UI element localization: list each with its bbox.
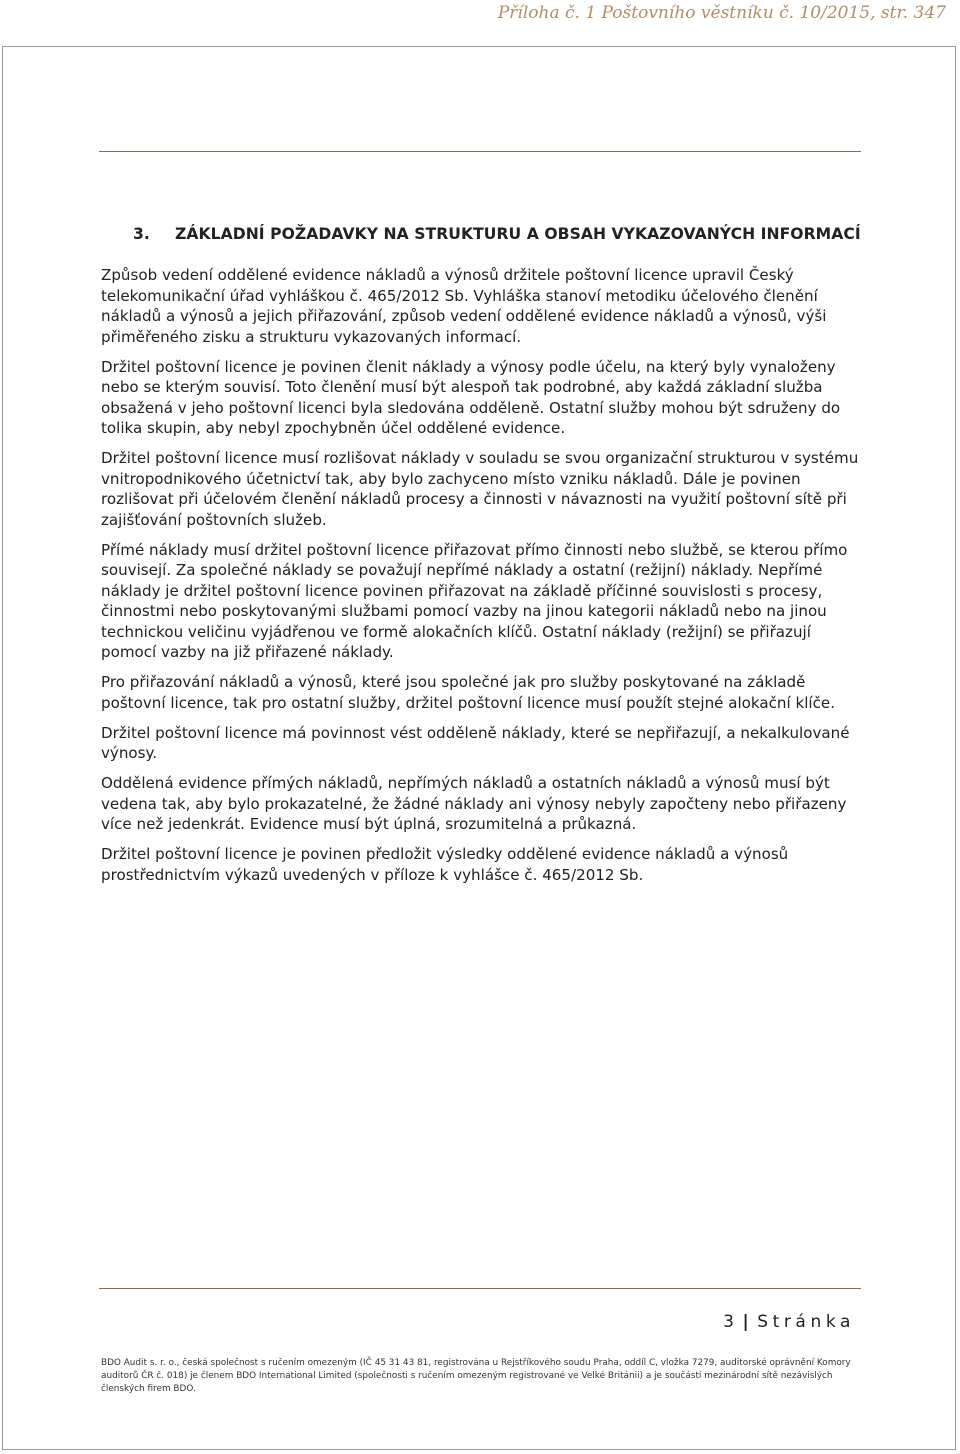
paragraph: Držitel poštovní licence má povinnost vést odděleně náklady, které se nepřiřazují, a nekalkulované výnosy. [101,723,850,762]
footer-note: BDO Audit s. r. o., česká společnost s ručením omezeným (IČ 45 31 43 81, registrována u Rejstříkového soudu Praha, oddíl C, vložka 7279, auditorské oprávnění Komory auditorů ČR č. 018) je členem BDO International Limited (společnosti s ručením omezeným registrované ve Velké Británii) a je součástí mezinárodní sítě nezávislých členských firem BDO. [101,1358,851,1394]
paragraph: Držitel poštovní licence musí rozlišovat náklady v souladu se svou organizační strukturou v systému vnitropodnikového účetnictví tak, aby bylo zachyceno místo vzniku nákladů. Dále je povinen rozlišovat při účelovém členění nákladů procesy a činnosti v návaznosti na využití poštovní sítě při zajišťování poštovních služeb. [101,449,859,529]
page-number-separator: | [742,1312,750,1332]
footer-divider [99,1288,861,1289]
paragraph: Držitel poštovní licence je povinen předložit výsledky oddělené evidence nákladů a výnosů prostřednictvím výkazů uvedených v příloze k vyhlášce č. 465/2012 Sb. [101,845,789,884]
paragraph: Přímé náklady musí držitel poštovní licence přiřazovat přímo činnosti nebo službě, se kterou přímo souvisejí. Za společné náklady se považují nepřímé náklady a ostatní (režijní) náklady. Nepřímé náklady je držitel poštovní licence povinen přiřazovat na základě příčinné souvislosti s procesy, činnostmi nebo poskytovanými službami pomocí vazby na jinou kategorii nákladů nebo na jinou technickou veličinu vyjádřenou ve formě alokačních klíčů. Ostatní náklady (režijní) se přiřazují pomocí vazby na již přiřazené náklady. [101,540,848,661]
running-header: Příloha č. 1 Poštovního věstníku č. 10/2015, str. 347 [497,3,946,23]
paragraph: Způsob vedení oddělené evidence nákladů a výnosů držitele poštovní licence upravil Český telekomunikační úřad vyhláškou č. 465/2012 Sb. Vyhláška stanoví metodiku účelového členění nákladů a výnosů a jejich přiřazování, způsob vedení oddělené evidence nákladů a výnosů, výši přiměřeného zisku a strukturu vykazovaných informací. [101,266,827,346]
paragraph: Pro přiřazování nákladů a výnosů, které jsou společné jak pro služby poskytované na základě poštovní licence, tak pro ostatní služby, držitel poštovní licence musí použít stejné alokační klíče. [101,673,835,712]
section-title: ZÁKLADNÍ POŽADAVKY NA STRUKTURU A OBSAH VYKAZOVANÝCH INFORMACÍ [175,225,861,243]
page-number-value: 3 [723,1312,735,1332]
paragraph: Oddělená evidence přímých nákladů, nepřímých nákladů a ostatních nákladů a výnosů musí být vedena tak, aby bylo prokazatelné, že žádné náklady ani výnosy nebyly započteny nebo přiřazeny více než jedenkrát. Evidence musí být úplná, srozumitelná a průkazná. [101,774,847,833]
body-text [101,265,869,895]
paragraph: Držitel poštovní licence je povinen členit náklady a výnosy podle účelu, na který byly vynaloženy nebo se kterým souvisí. Toto členění musí být alespoň tak podrobné, aby každá základní služba obsažená v jeho poštovní licenci byla sledována odděleně. Ostatní služby mohou být sdruženy do tolika skupin, aby nebyl zpochybněn účel oddělené evidence. [101,357,841,437]
header-divider [99,151,861,152]
section-number: 3. [133,225,150,243]
page-number-word: Stránka [757,1312,855,1332]
page-number [723,1312,855,1332]
